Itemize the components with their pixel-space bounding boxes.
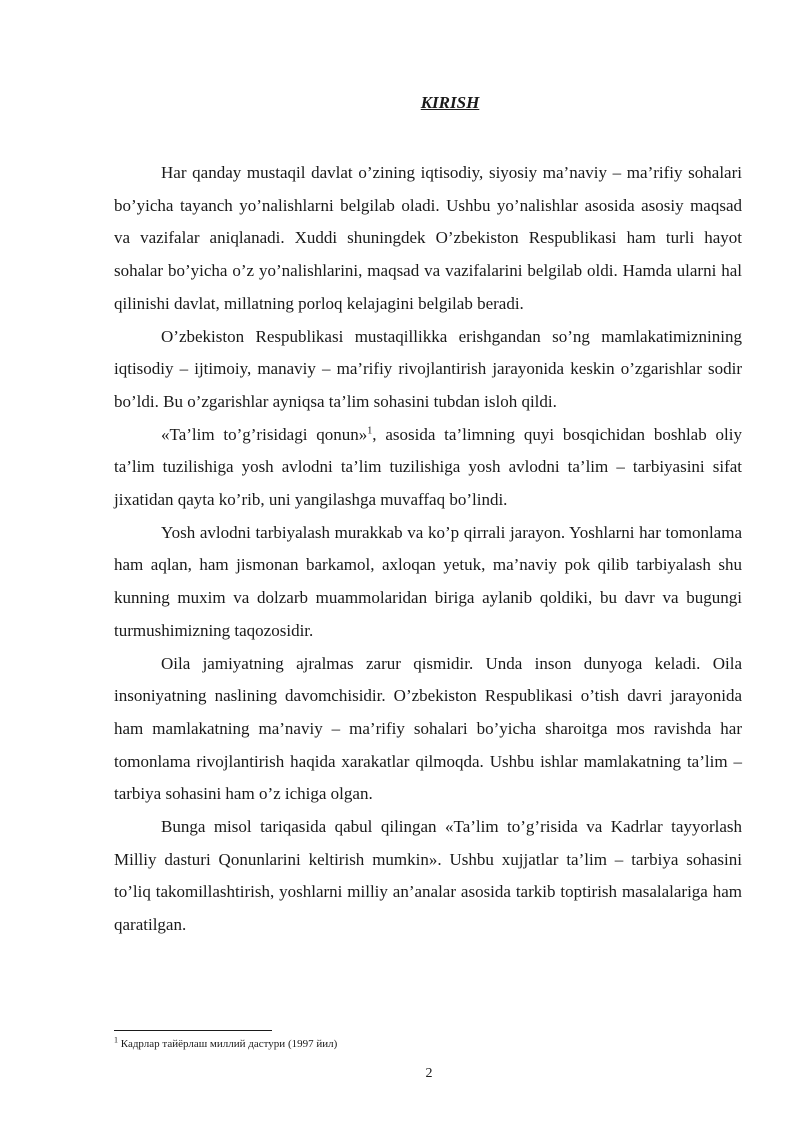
footnote-separator <box>114 1030 272 1031</box>
paragraph-with-footnote <box>114 419 742 517</box>
page-title: KIRISH <box>420 93 480 112</box>
body-text <box>114 157 742 942</box>
footnote-reference[interactable]: 1 <box>367 424 373 436</box>
paragraph: Bunga misol tariqasida qabul qilingan «Ta’lim to’g’risida va Kadrlar tayyorlash Milliy dasturi Qonunlarini keltirish mumkin». Ushbu xujjatlar ta’lim – tarbiya sohasini to’liq takomillashtirish, yoshlarni milliy an’analar asosida tarkib toptirish masalalariga ham qaratilgan. <box>114 817 742 935</box>
footnote <box>114 1037 337 1051</box>
paragraph: Yosh avlodni tarbiyalash murakkab va ko’p qirrali jarayon. Yoshlarni har tomonlama ham aqlan, ham jismonan barkamol, axloqan yetuk, ma’naviy pok qilib tarbiyalash shu kunning muxim va dolzarb muammolaridan biriga aylanib qoldiki, bu davr va bugungi turmushimizning taqozosidir. <box>114 522 742 640</box>
paragraph: Oila jamiyatning ajralmas zarur qismidir. Unda inson dunyoga keladi. Oila insoniyatning naslining davomchisidir. O’zbekiston Respublikasi o’tish davri jarayonida ham mamlakatning ma’naviy – ma’rifiy sohalari bo’yicha sharoitga mos ravishda har tomonlama rivojlantirish haqida xarakatlar qilmoqda. Ushbu ishlar mamlakatning ta’lim – tarbiya sohasini ham o’z ichiga olgan. <box>114 653 742 804</box>
paragraph-text-after: , asosida ta’limning quyi bosqichidan boshlab oliy ta’lim tuzilishiga yosh avlodni ta’lim tuzilishiga yosh avlodni ta’lim – tarbiyasini sifat jixatidan qayta ko’rib, uni yangilashga muvaffaq bo’lindi. <box>114 424 742 510</box>
paragraph: O’zbekiston Respublikasi mustaqillikka erishgandan so’ng mamlakatimiznining iqtisodiy – ijtimoiy, manaviy – ma’rifiy rivojlantirish jarayonida keskin o’zgarishlar sodir bo’ldi. Bu o’zgarishlar ayniqsa ta’lim sohasini tubdan isloh qildi. <box>114 326 742 411</box>
footnote-marker: 1 <box>114 1035 118 1045</box>
paragraph: Har qanday mustaqil davlat o’zining iqtisodiy, siyosiy ma’naviy – ma’rifiy sohalari bo’yicha tayanch yo’nalishlarni belgilab oladi. Ushbu yo’nalishlar asosida asosiy maqsad va vazifalar aniqlanadi. Xuddi shuningdek O’zbekiston Respublikasi ham turli hayot sohalar bo’yicha o’z yo’nalishlarini, maqsad va vazifalarini belgilab oldi. Hamda ularni hal qilinishi davlat, millatning porloq kelajagini belgilab beradi. <box>114 163 742 313</box>
paragraph-text-before: «Ta’lim to’g’risidagi qonun» <box>161 424 368 444</box>
page-number: 2 <box>425 1066 433 1081</box>
footnote-text: Кадрлар тайёрлаш миллий дастури (1997 йил) <box>118 1038 338 1050</box>
